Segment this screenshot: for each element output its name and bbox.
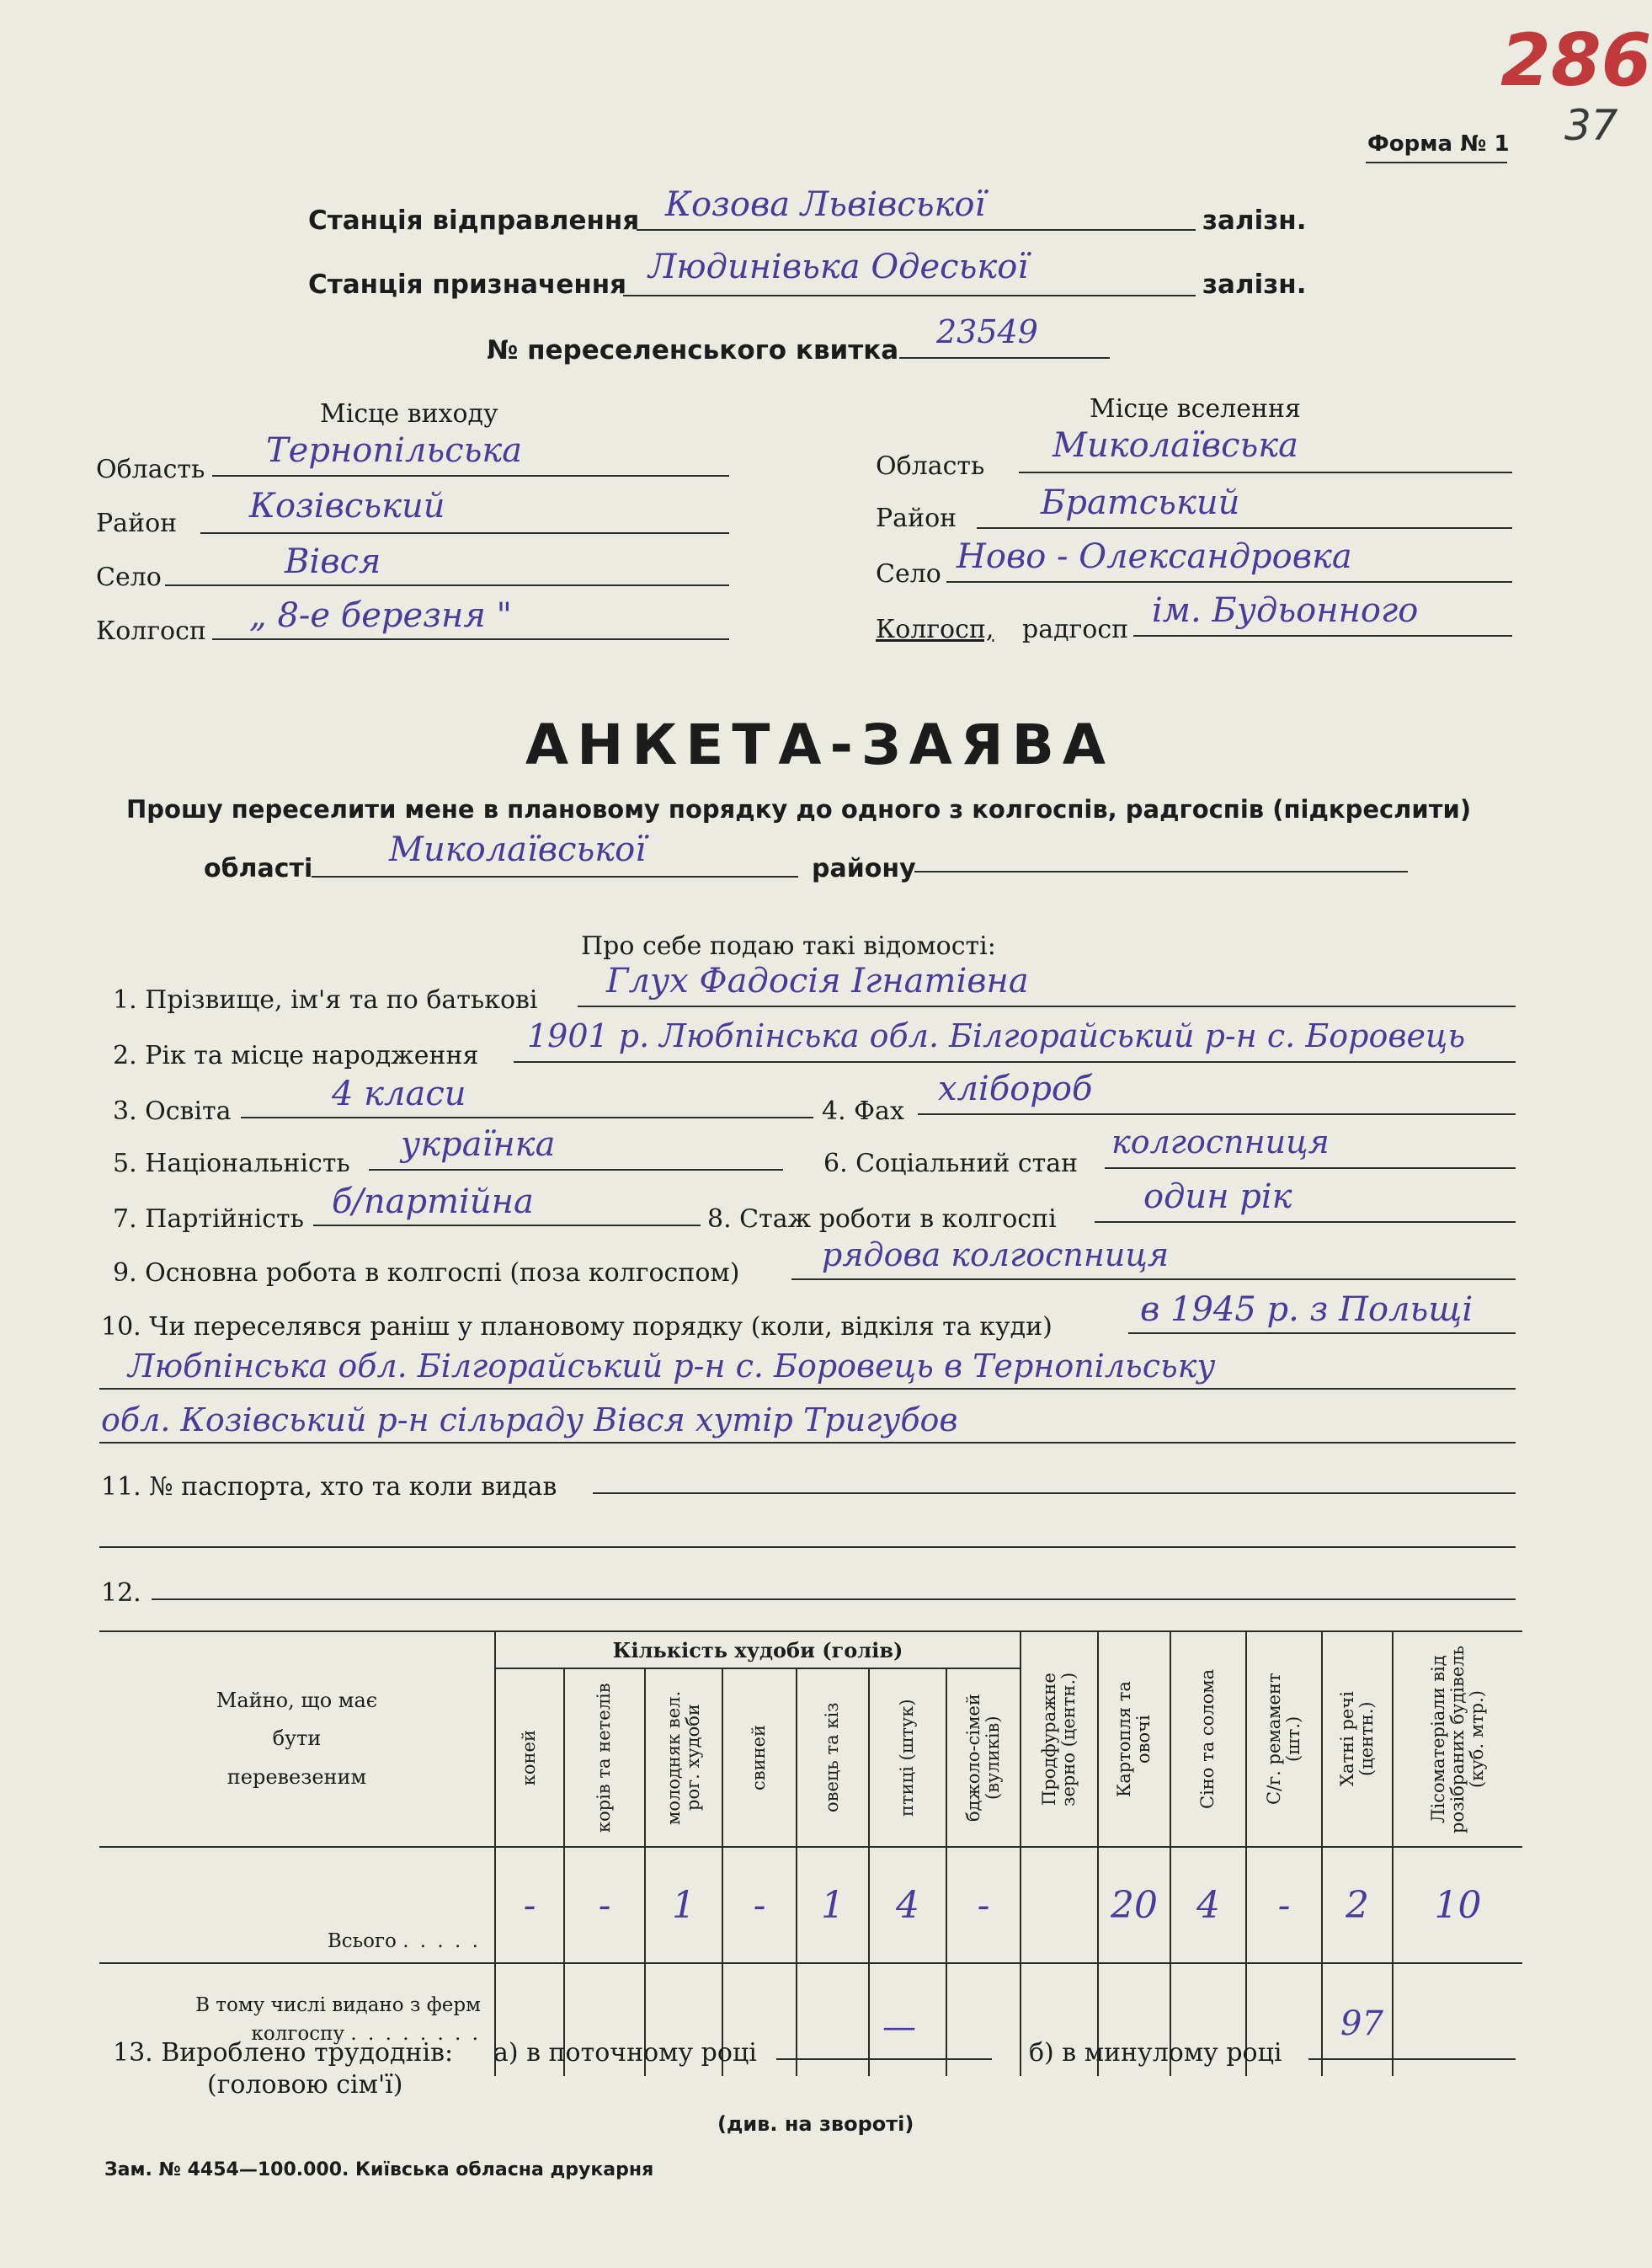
col-header-9-text: Картопля та овочі [1113, 1681, 1154, 1797]
total-value-3: 1 [645, 1847, 722, 1963]
document-title: АНКЕТА-ЗАЯВА [525, 712, 1115, 777]
departure-line [637, 229, 1196, 231]
field-4-line [918, 1113, 1516, 1115]
field-9-line [791, 1278, 1516, 1280]
workdays-current-line [776, 2058, 992, 2060]
workdays-sub-label: (головою сім'ї) [207, 2070, 403, 2100]
field-10-line-3 [99, 1442, 1516, 1444]
field-5-line [369, 1169, 783, 1171]
total-row-label: Всього [327, 1930, 397, 1952]
ticket-label: № переселенського квитка [487, 335, 899, 366]
origin-oblast-line [212, 475, 729, 477]
field-5-value: українка [401, 1125, 556, 1164]
total-value-10: 4 [1170, 1847, 1246, 1963]
total-value-9: 20 [1098, 1847, 1170, 1963]
col-header-12-text: Хатні речі (центн.) [1336, 1691, 1377, 1787]
field-1-line [578, 1006, 1516, 1007]
destination-station-label: Станція призначення [308, 269, 627, 300]
field-8-value: один рік [1143, 1177, 1292, 1216]
destination-oblast-value: Миколаївська [1052, 426, 1298, 465]
col-header-5 [797, 1668, 869, 1847]
property-header-cell [99, 1631, 495, 1847]
total-row [99, 1847, 1522, 1963]
field-9-value: рядова колгоспниця [822, 1236, 1170, 1273]
col-header-1-text: коней [519, 1729, 540, 1786]
origin-raion-value: Козівський [249, 487, 445, 526]
col-header-13 [1393, 1631, 1522, 1847]
workdays-last-line [1308, 2058, 1516, 2060]
request-oblast-line [312, 876, 798, 878]
destination-selo-line [946, 581, 1512, 583]
field-10-value-3: обл. Козівський р-н сільраду Вівся хутір Тригубов [101, 1401, 958, 1438]
field-7-label: 7. Партійність [113, 1204, 304, 1234]
destination-station-value: Людинівька Одеської [648, 248, 1029, 286]
field-8-label: 8. Стаж роботи в колгоспі [707, 1204, 1057, 1234]
footer-note: (див. на звороті) [717, 2112, 914, 2136]
destination-kolhosp-label: Колгосп, [876, 615, 994, 644]
archive-number-pencil: 37 [1564, 101, 1618, 150]
col-header-4 [722, 1668, 797, 1847]
workdays-current-label: а) в поточному році [493, 2038, 757, 2068]
field-4-value: хлібороб [938, 1070, 1093, 1108]
destination-station-line [623, 295, 1196, 296]
form-number-underline [1366, 162, 1507, 163]
total-row-dots: . . . . . [402, 1930, 481, 1952]
field-2-line [514, 1061, 1516, 1063]
col-header-5-text: овець та кіз [822, 1702, 843, 1813]
total-value-11: - [1246, 1847, 1322, 1963]
destination-selo-value: Ново - Олександровка [957, 537, 1352, 576]
field-10-line-2 [99, 1388, 1516, 1390]
field-4-label: 4. Фах [822, 1097, 904, 1126]
field-1-value: Глух Фадосія Ігнатівна [606, 962, 1029, 1001]
field-7-line [313, 1225, 701, 1226]
field-9-label: 9. Основна робота в колгоспі (поза колгоспом) [113, 1258, 740, 1288]
field-6-value: колгоспниця [1111, 1123, 1330, 1161]
railway-suffix-2: залізн. [1202, 269, 1307, 300]
col-header-2 [564, 1668, 645, 1847]
col-header-8-text: Продфуражне зерно (центн.) [1038, 1672, 1079, 1806]
col-header-3 [645, 1668, 722, 1847]
departure-value: Козова Львівської [665, 185, 986, 224]
origin-raion-line [200, 532, 729, 534]
field-11-label: 11. № паспорта, хто та коли видав [101, 1472, 557, 1502]
field-1-label: 1. Прізвище, ім'я та по батькові [113, 985, 538, 1015]
field-7-value: б/партійна [332, 1182, 534, 1221]
origin-oblast-label: Область [96, 455, 205, 484]
total-value-6: 4 [869, 1847, 946, 1963]
request-oblast-value: Миколаївської [389, 830, 647, 869]
col-header-13-text: Лісоматеріали від розібраних будівель (куб. мтр.) [1427, 1645, 1488, 1833]
destination-kolhosp-line [1133, 635, 1512, 637]
destination-raion-line [977, 527, 1512, 529]
col-header-2-text: корів та нетелів [594, 1683, 615, 1833]
form-number: Форма № 1 [1367, 131, 1510, 157]
field-12-label: 12. [101, 1578, 141, 1608]
origin-raion-label: Район [96, 509, 178, 538]
destination-raion-label: Район [876, 504, 957, 533]
farm-row-label-1: В тому числі видано з ферм [195, 1994, 481, 2017]
field-2-label: 2. Рік та місце народження [113, 1041, 479, 1070]
field-11-line-2 [99, 1546, 1516, 1548]
col-header-9 [1098, 1631, 1170, 1847]
archive-number-red: 286 [1500, 19, 1652, 103]
request-raion-label: району [812, 854, 916, 883]
origin-selo-value: Вівся [285, 542, 381, 581]
request-raion-line [914, 871, 1408, 873]
intro-text: Про себе подаю такі відомості: [581, 931, 996, 961]
destination-raion-value: Братський [1041, 483, 1240, 522]
col-header-4-text: свиней [749, 1724, 770, 1790]
field-6-line [1105, 1167, 1516, 1169]
property-header: Майно, що має бути перевезеним [216, 1688, 378, 1789]
total-value-12: 2 [1322, 1847, 1393, 1963]
col-header-1 [495, 1668, 564, 1847]
col-header-6 [869, 1668, 946, 1847]
workdays-current-value: — [882, 2008, 916, 2047]
printer-info: Зам. № 4454—100.000. Київська обласна друкарня [104, 2159, 654, 2180]
ticket-line [899, 357, 1110, 359]
ticket-value: 23549 [936, 313, 1038, 350]
origin-oblast-value: Тернопільська [266, 431, 523, 470]
total-value-13: 10 [1393, 1847, 1522, 1963]
origin-kolhosp-label: Колгосп [96, 616, 206, 646]
farm-row-label-2: колгоспу [251, 2022, 345, 2045]
cattle-table [99, 1630, 1522, 2076]
total-value-2: - [564, 1847, 645, 1963]
request-oblast-label: області [204, 854, 313, 883]
field-3-value: 4 класи [332, 1075, 466, 1113]
col-header-6-text: птиці (штук) [897, 1699, 918, 1817]
field-12-line [152, 1598, 1516, 1600]
destination-selo-label: Село [876, 559, 941, 589]
col-header-8 [1021, 1631, 1098, 1847]
field-10-value-1: в 1945 р. з Польщі [1140, 1290, 1473, 1329]
total-row-label-cell [99, 1847, 495, 1963]
col-header-7-text: бджоло-сімей (вуликів) [962, 1694, 1003, 1822]
field-10-line-1 [1128, 1332, 1516, 1334]
col-header-3-text: молодняк вел. рог. худоби [663, 1690, 703, 1825]
field-5-label: 5. Національність [113, 1149, 350, 1178]
col-header-7 [946, 1668, 1021, 1847]
field-3-line [241, 1117, 813, 1118]
col-header-10-text: Сіно та солома [1197, 1668, 1218, 1810]
total-value-7: - [946, 1847, 1021, 1963]
origin-kolhosp-line [212, 638, 729, 640]
origin-kolhosp-value: „ 8-е березня " [249, 596, 512, 635]
origin-selo-label: Село [96, 563, 162, 592]
workdays-last-label: б) в минулому році [1029, 2038, 1282, 2068]
total-value-4: - [722, 1847, 797, 1963]
col-header-11 [1246, 1631, 1322, 1847]
col-header-10 [1170, 1631, 1246, 1847]
destination-heading: Місце вселення [1090, 394, 1301, 424]
group-header: Кількість худоби (голів) [495, 1631, 1021, 1668]
field-6-label: 6. Соціальний стан [823, 1149, 1079, 1178]
field-3-label: 3. Освіта [113, 1097, 232, 1126]
request-text: Прошу переселити мене в плановому порядку до одного з колгоспів, радгоспів (підкреслити) [126, 795, 1472, 824]
col-header-11-text: С/г. ремамент (шт.) [1263, 1673, 1303, 1806]
destination-oblast-line [1019, 472, 1512, 473]
total-value-8 [1021, 1847, 1098, 1963]
field-10-label: 10. Чи переселявся раніш у плановому порядку (коли, відкіля та куди) [101, 1312, 1052, 1342]
field-10-value-2: Любпінська обл. Білгорайський р-н с. Боровець в Тернопільську [128, 1347, 1216, 1385]
col-header-12 [1322, 1631, 1393, 1847]
departure-label: Станція відправлення [308, 205, 640, 236]
workdays-label: 13. Вироблено трудоднів: [113, 2038, 454, 2068]
origin-heading: Місце виходу [320, 399, 498, 429]
total-value-1: - [495, 1847, 564, 1963]
farm-row-dots: . . . . . . . . [350, 2022, 481, 2045]
destination-kolhosp-value: ім. Будьонного [1152, 591, 1419, 630]
workdays-last-value: 97 [1340, 2004, 1383, 2043]
total-value-5: 1 [797, 1847, 869, 1963]
field-2-value: 1901 р. Любпінська обл. Білгорайський р-н с. Боровець [527, 1017, 1466, 1054]
origin-selo-line [165, 584, 729, 586]
destination-radhosp-label: радгосп [1022, 615, 1129, 644]
field-11-line-1 [593, 1492, 1516, 1494]
railway-suffix-1: залізн. [1202, 205, 1307, 236]
field-8-line [1095, 1221, 1516, 1223]
destination-oblast-label: Область [876, 451, 985, 481]
